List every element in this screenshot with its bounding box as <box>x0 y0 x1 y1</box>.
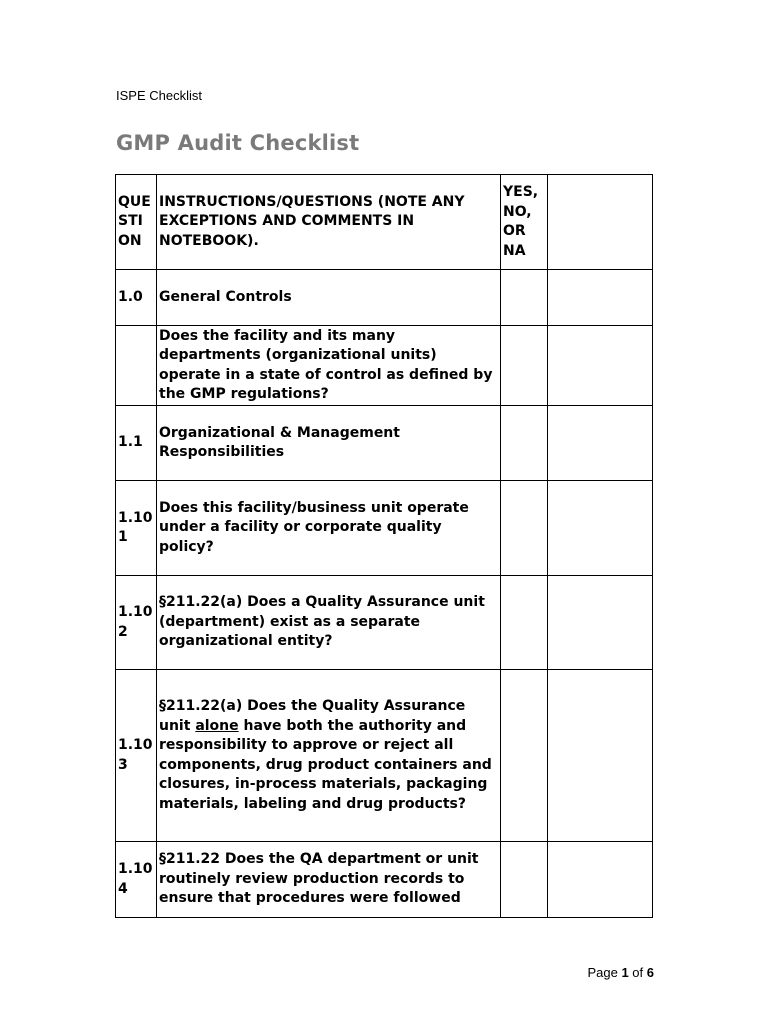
question-number <box>116 326 157 406</box>
table-row <box>116 576 653 670</box>
total-page-count: 6 <box>646 965 654 980</box>
table-row <box>116 481 653 576</box>
question-text <box>157 670 501 842</box>
notes-cell[interactable] <box>548 270 653 326</box>
table-row <box>116 270 653 326</box>
answer-cell[interactable] <box>501 576 548 670</box>
document-title: GMP Audit Checklist <box>116 131 360 155</box>
table-row <box>116 670 653 842</box>
question-number: 1.1 <box>116 406 157 481</box>
extra-column-header <box>548 175 653 270</box>
notes-cell[interactable] <box>548 481 653 576</box>
question-text: §211.22 Does the QA department or unit routinely review production records to ensure that procedures were followed <box>157 842 501 918</box>
answer-cell[interactable] <box>501 406 548 481</box>
page-label: Page <box>587 965 622 980</box>
question-column-header: QUESTION <box>116 175 157 270</box>
question-text: Organizational & Management Responsibilities <box>157 406 501 481</box>
question-text: Does this facility/business unit operate under a facility or corporate quality policy? <box>157 481 501 576</box>
notes-cell <box>548 842 653 918</box>
table-row <box>116 326 653 406</box>
question-number: 1.102 <box>116 576 157 670</box>
answer-cell[interactable] <box>501 842 548 918</box>
answer-cell[interactable] <box>501 270 548 326</box>
question-text-start: §211.22(a) Does the Quality Assurance unit <box>159 698 466 734</box>
answer-cell[interactable] <box>501 670 548 842</box>
table-header-row <box>116 175 653 270</box>
notes-cell[interactable] <box>548 326 653 406</box>
question-text: General Controls <box>157 270 501 326</box>
notes-cell[interactable] <box>548 670 653 842</box>
audit-checklist-table <box>115 174 653 918</box>
instructions-column-header: INSTRUCTIONS/QUESTIONS (NOTE ANY EXCEPTIONS AND COMMENTS IN NOTEBOOK). <box>157 175 501 270</box>
notes-cell[interactable] <box>548 406 653 481</box>
document-header: ISPE Checklist <box>116 88 202 103</box>
current-page-number: 1 <box>621 965 629 980</box>
question-text: §211.22(a) Does a Quality Assurance unit (department) exist as a separate organizational entity? <box>157 576 501 670</box>
table-row <box>116 406 653 481</box>
question-number: 1.104 <box>116 842 157 918</box>
question-text-emphasis: alone <box>195 717 239 734</box>
answer-column-header: YES, NO, OR NA <box>501 175 548 270</box>
notes-cell[interactable] <box>548 576 653 670</box>
question-number: 1.0 <box>116 270 157 326</box>
question-text: Does the facility and its many departments (organizational units) operate in a state of control as defined by the GMP regulations? <box>157 326 501 406</box>
answer-cell[interactable] <box>501 481 548 576</box>
answer-cell[interactable] <box>501 326 548 406</box>
page-footer <box>587 965 654 980</box>
table-row <box>116 842 653 918</box>
page-of-label: of <box>628 965 647 980</box>
question-number: 1.103 <box>116 670 157 842</box>
question-number: 1.101 <box>116 481 157 576</box>
question-text-end: have both the authority and responsibility to approve or reject all components, drug product containers and closures, in-process materials, packaging materials, labeling and drug products? <box>159 717 492 812</box>
